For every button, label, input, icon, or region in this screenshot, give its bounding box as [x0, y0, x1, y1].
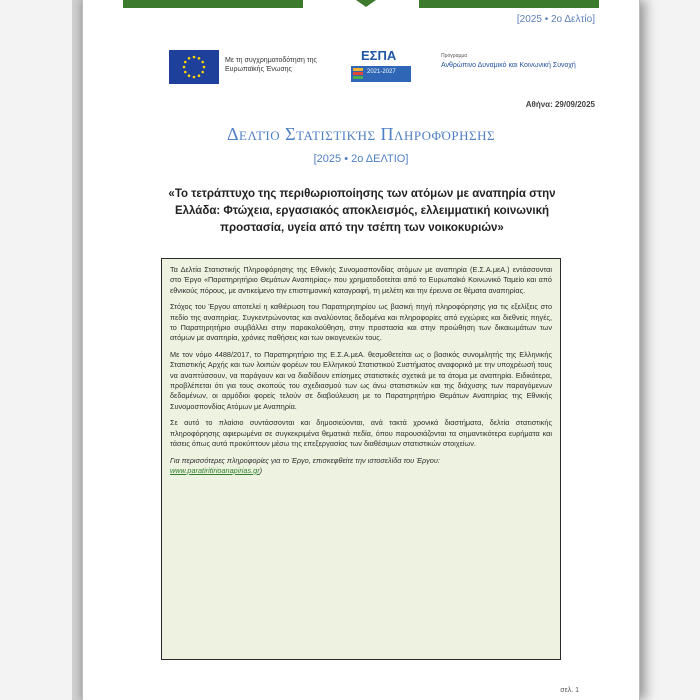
info-box — [161, 258, 561, 660]
link-suffix: ) — [259, 465, 263, 475]
top-band-left — [123, 0, 303, 8]
espa-logo — [351, 48, 411, 86]
espa-stripe-yellow — [353, 68, 363, 71]
project-website-link[interactable]: www.paratiritirioanapirias.gr — [170, 465, 260, 475]
espa-stripe-red — [353, 72, 363, 75]
programme-label — [441, 52, 591, 70]
logo-row — [169, 48, 589, 88]
info-paragraph-1: Τα Δελτία Στατιστικής Πληροφόρησης της Εθνικής Συνομοσπονδίας ατόμων με αναπηρία (Ε.Σ.Α.μεΑ.) εντάσσονται στο Έργο «Παρατηρητήριο Θεμάτων Αναπηρίας» που χρηματοδοτείται από το Ευρωπαϊκό Κοινωνικό Ταμείο και από εθνικούς πόρους, με αντικείμενο την επιστημονική καταγραφή, τη μελέτη και την έρευνα σε θέματα αναπηρίας. — [170, 265, 552, 295]
document-page — [82, 0, 640, 700]
info-paragraph-4: Σε αυτό το πλαίσιο συντάσσονται και δημοσιεύονται, ανά τακτά χρονικά διαστήματα, δελτία στατιστικής πληροφόρησης αφιερωμένα σε συγκεκριμένα θεματικά πεδία, όπου παρουσιάζονται τα σημαντικότερα ευρήματα και τάσεις όπως αυτά προκύπτουν μέσω της επεξεργασίας των διαθέσιμων στατιστικών στοιχείων. — [170, 418, 552, 449]
programme-name: Ανθρώπινο Δυναμικό και Κοινωνική Συνοχή — [441, 62, 576, 69]
espa-years: 2021-2027 — [367, 69, 396, 75]
programme-small: Πρόγραμμα — [441, 53, 468, 59]
main-heading: «Το τετράπτυχο της περιθωριοποίησης των ατόμων με αναπηρία στην Ελλάδα: Φτώχεια, εργασιακός αποκλεισμός, ελλειμματική κοινωνική προστασία, υγεία από την τσέπη των νοικοκυριών» — [168, 188, 556, 234]
document-title: Δελτίο Στατιστικής Πληροφόρησης — [226, 124, 496, 144]
eu-flag-icon — [169, 50, 219, 84]
issue-tag: [2025 • 2ο Δελτίο] — [516, 14, 595, 25]
info-paragraph-2: Στόχος του Έργου αποτελεί η καθιέρωση του Παρατηρητηρίου ως βασική πηγή πληροφόρησης για τις εξελίξεις στο πεδίο της αναπηρίας. Συγκεντρώνοντας και αναλύοντας δεδομένα και πληροφορίες από εγχώριες και διεθνείς πηγές, το Παρατηρητήριο συμβάλλει στην παρακολούθηση, στην προστασία και στην προώθηση των δικαιωμάτων των ατόμων με αναπηρία, χρόνιες παθήσεις και των οικογενειών τους. — [170, 302, 552, 343]
info-paragraph-5 — [170, 456, 552, 477]
info-paragraph-3: Με τον νόμο 4488/2017, το Παρατηρητήριο της Ε.Σ.Α.μεΑ. θεσμοθετείται ως ο βασικός συνομιλητής της Ελληνικής Στατιστικής Αρχής και των λοιπών φορέων του Ελληνικού Στατιστικού Συστήματος αναφορικά με την υποχρέωσή τους να αναπτύσσουν, να παράγουν και να διαδίδουν επίσημες στατιστικές σχετικά με τα άτομα με αναπηρία. Ειδικότερα, προβλέπεται ότι για τους σκοπούς του σχεδιασμού των ως άνω στατιστικών και της διάχυσης των παραγόμενων δεδομένων, οι αρμόδιοι φορείς τελούν σε διαβούλευση με το Παρατηρητήριο Θεμάτων Αναπηρίας της Εθνικής Συνομοσπονδίας Ατόμων με Αναπηρία. — [170, 349, 552, 411]
page-number: σελ. 1 — [560, 687, 579, 694]
more-info-text: Για περισσότερες πληροφορίες για το Έργο, επισκεφθείτε την ιστοσελίδα του Έργου: — [170, 455, 440, 465]
emblem-icon — [354, 0, 378, 8]
date-line: Αθήνα: 29/09/2025 — [525, 100, 595, 109]
espa-word: ΕΣΠΑ — [361, 48, 397, 63]
document-subtitle: [2025 • 2ο ΔΕΛΤΙΟ] — [313, 153, 409, 165]
top-band-right — [419, 0, 599, 8]
eu-cofunding-label: Με τη συγχρηματοδότηση της Ευρωπαϊκής Ένωσης — [225, 57, 317, 73]
espa-stripe-green — [353, 76, 363, 79]
